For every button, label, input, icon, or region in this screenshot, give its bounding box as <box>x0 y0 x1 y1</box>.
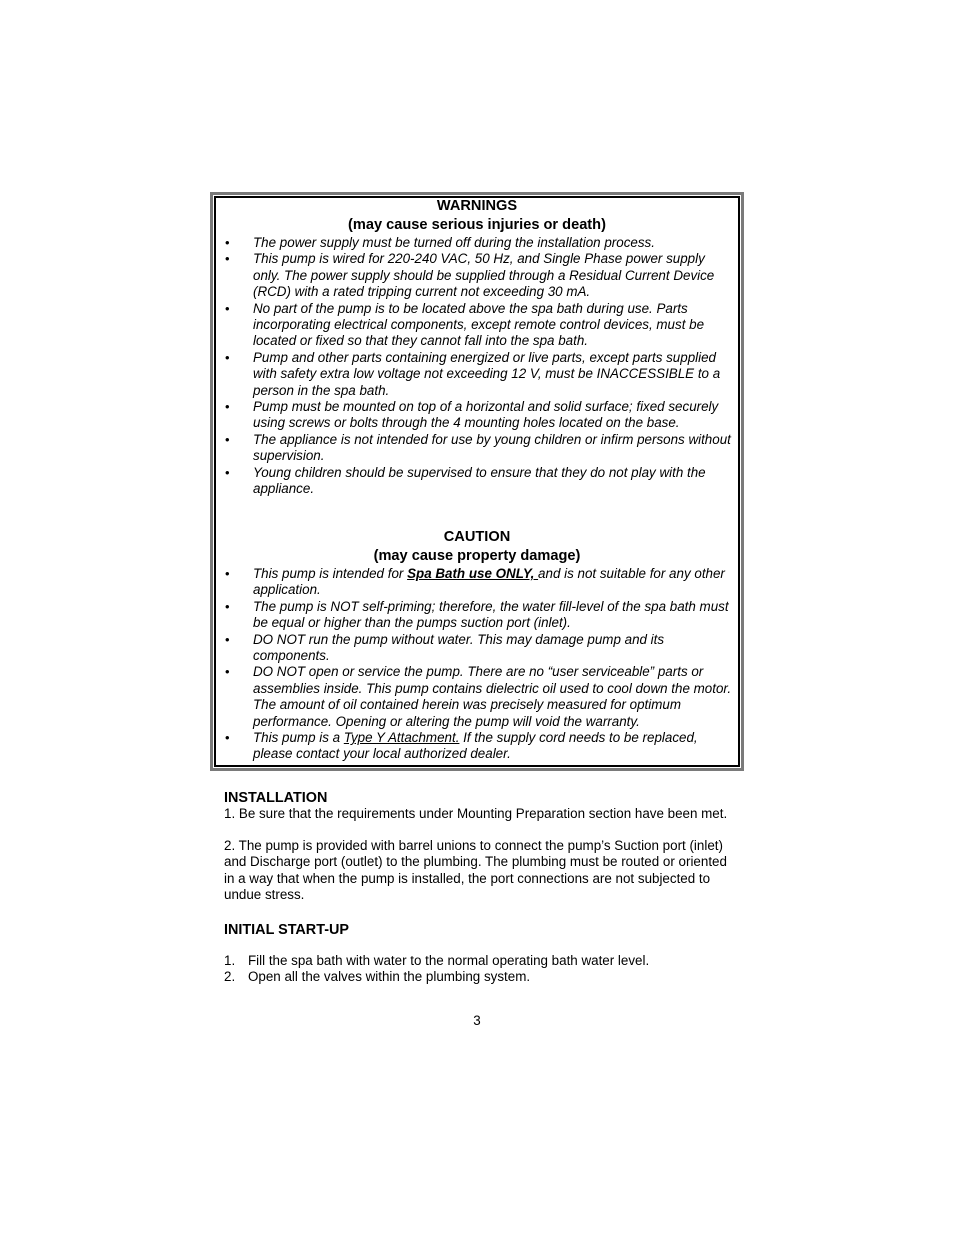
caution-item: • DO NOT open or service the pump. There are no “user serviceable” parts or assemblies inside. This pump contains dielectric oil used to cool down the motor. The amount of oil contained herein was precisely measured for optimum performance. Opening or altering the pump will void the warranty. <box>220 664 732 730</box>
caution-title: CAUTION <box>443 529 511 545</box>
warnings-list <box>220 235 732 498</box>
warning-item: • This pump is wired for 220-240 VAC, 50 Hz, and Single Phase power supply only. The power supply should be supplied through a Residual Current Device (RCD) with a rated tripping current not exceeding 30 mA. <box>220 251 732 300</box>
startup-steps <box>224 953 649 986</box>
warning-item: • Pump must be mounted on top of a horizontal and solid surface; fixed securely using screws or bolts through the 4 mounting holes located on the base. <box>220 399 732 432</box>
installation-step-1: 1. Be sure that the requirements under Mounting Preparation section have been met. <box>224 806 728 821</box>
caution-item: • The pump is NOT self-priming; therefore, the water fill-level of the spa bath must be equal or higher than the pumps suction port (inlet). <box>220 599 732 632</box>
caution-item: • This pump is a Type Y Attachment. If the supply cord needs to be replaced, please contact your local authorized dealer. <box>220 730 732 763</box>
caution-item: • DO NOT run the pump without water. This may damage pump and its components. <box>220 632 732 665</box>
installation-title: INSTALLATION <box>224 790 328 806</box>
warnings-title: WARNINGS <box>436 198 518 214</box>
page-number: 3 <box>473 1013 481 1028</box>
spa-bath-emphasis: Spa Bath use ONLY, <box>407 566 539 581</box>
type-y-attachment-text: Type Y Attachment. <box>343 730 460 746</box>
warning-item: • Young children should be supervised to ensure that they do not play with the appliance. <box>220 465 732 498</box>
warning-item: • No part of the pump is to be located above the spa bath during use. Parts incorporating electrical components, except remote control devices, must be located or fixed so that they cannot fall into the spa bath. <box>220 301 732 350</box>
warning-item: • The appliance is not intended for use by young children or infirm persons without supervision. <box>220 432 732 465</box>
startup-step: 1. Fill the spa bath with water to the normal operating bath water level. <box>224 953 650 968</box>
startup-step: 2. Open all the valves within the plumbing system. <box>224 969 531 985</box>
warning-item: • The power supply must be turned off during the installation process. <box>220 235 732 251</box>
warnings-subtitle: (may cause serious injuries or death) <box>348 217 606 233</box>
caution-item: • This pump is intended for Spa Bath use ONLY, and is not suitable for any other application. <box>220 566 732 599</box>
caution-subtitle: (may cause property damage) <box>373 548 581 564</box>
installation-step-2: 2. The pump is provided with barrel unions to connect the pump’s Suction port (inlet) and Discharge port (outlet) to the plumbing. The plumbing must be routed or oriented in a way that when the pump is installed, the port connections are not subjected to undue stress. <box>224 838 727 903</box>
caution-list <box>220 566 732 763</box>
warning-item: • Pump and other parts containing energized or live parts, except parts supplied with safety extra low voltage not exceeding 12 V, must be INACCESSIBLE to a person in the spa bath. <box>220 350 732 399</box>
startup-title: INITIAL START-UP <box>224 922 349 938</box>
